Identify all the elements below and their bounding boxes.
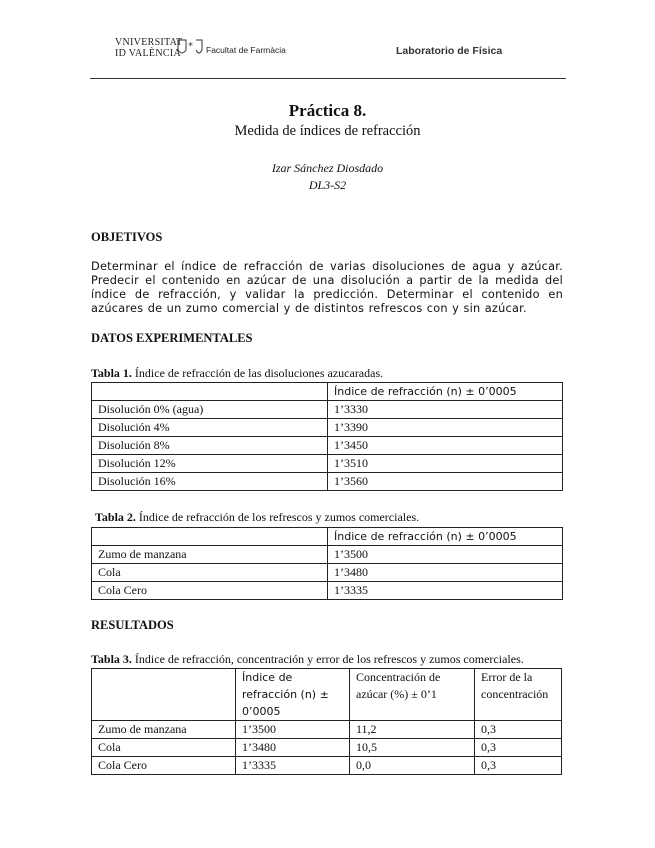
table-cell <box>92 669 236 721</box>
table-cell: Disolución 8% <box>92 437 328 455</box>
table-row <box>92 721 562 739</box>
table-cell: Cola Cero <box>92 582 328 600</box>
header-divider <box>90 78 566 79</box>
university-shield-icon <box>176 38 204 58</box>
tabla3-caption <box>91 652 524 667</box>
logo-line-2: ID VALÈNCIA <box>115 48 181 59</box>
resultados-heading: RESULTADOS <box>91 618 174 632</box>
table-row <box>92 401 563 419</box>
table-cell: Cola <box>92 739 236 757</box>
table-row <box>92 383 563 401</box>
table-header-cell: Índice de refracción (n) ± 0’0005 <box>328 383 563 401</box>
logo-line-1: VNIVERSITAT <box>115 37 183 48</box>
table-cell: 1’3330 <box>328 401 563 419</box>
faculty-name: Facultat de Farmàcia <box>206 45 286 55</box>
tabla1-caption <box>91 366 383 381</box>
table-cell: 1’3335 <box>236 757 350 775</box>
tabla2 <box>91 527 563 600</box>
table-cell: Disolución 0% (agua) <box>92 401 328 419</box>
header-e-line2: concentración <box>481 687 549 701</box>
table-row <box>92 564 563 582</box>
table-header-cell: Índice de refracción (n) ± 0’0005 <box>328 528 563 546</box>
table-row <box>92 473 563 491</box>
table-cell: 1’3500 <box>236 721 350 739</box>
tabla1 <box>91 382 563 491</box>
table-cell: 1’3390 <box>328 419 563 437</box>
tabla1-caption-text: Índice de refracción de las disoluciones azucaradas. <box>131 366 384 380</box>
page-subtitle: Medida de índices de refracción <box>234 123 421 139</box>
table-cell: 1’3560 <box>328 473 563 491</box>
objetivos-paragraph: Determinar el índice de refracción de varias disoluciones de agua y azúcar. Predecir el contenido en azúcar de una disolución a partir de la medida del índice de refracción, y validar la predicción. Determinar el contenido en azúcares de un zumo comercial y de distintos refrescos con y sin azúcar. <box>91 260 563 315</box>
table-row <box>92 437 563 455</box>
table-cell: 0,3 <box>475 739 562 757</box>
table-row <box>92 455 563 473</box>
table-row <box>92 546 563 564</box>
table-cell: Disolución 16% <box>92 473 328 491</box>
table-cell: 11,2 <box>350 721 475 739</box>
header-n-line3: 0’0005 <box>242 705 281 718</box>
page-title: Práctica 8. <box>288 101 367 120</box>
table-header-cell <box>236 669 350 721</box>
header-n-line1: Índice de <box>242 671 293 684</box>
table-cell: 0,3 <box>475 721 562 739</box>
svg-text:*: * <box>188 41 193 52</box>
author-name: Izar Sánchez Diosdado <box>271 161 384 175</box>
table-cell: 1’3500 <box>328 546 563 564</box>
lab-name: Laboratorio de Física <box>396 45 503 57</box>
table-row <box>92 739 562 757</box>
table-cell: 1’3480 <box>236 739 350 757</box>
header-n-line2: refracción (n) ± <box>242 688 329 701</box>
tabla3 <box>91 668 562 775</box>
tabla2-caption-label: Tabla 2. <box>95 510 136 524</box>
table-cell: Zumo de manzana <box>92 546 328 564</box>
table-cell <box>92 528 328 546</box>
tabla3-caption-label: Tabla 3. <box>91 652 132 666</box>
table-header-cell <box>475 669 562 721</box>
table-cell: 10,5 <box>350 739 475 757</box>
header-c-line2: azúcar (%) ± 0’1 <box>356 687 437 701</box>
objetivos-heading: OBJETIVOS <box>91 230 163 244</box>
tabla2-caption-text: Índice de refracción de los refrescos y zumos comerciales. <box>135 510 420 524</box>
tabla3-caption-text: Índice de refracción, concentración y error de los refrescos y zumos comerciales. <box>131 652 524 666</box>
tabla1-caption-label: Tabla 1. <box>91 366 132 380</box>
table-row <box>92 582 563 600</box>
table-cell: 1’3335 <box>328 582 563 600</box>
table-cell: Zumo de manzana <box>92 721 236 739</box>
tabla2-caption <box>95 510 419 525</box>
table-cell: 0,3 <box>475 757 562 775</box>
table-cell: Cola <box>92 564 328 582</box>
table-header-cell <box>350 669 475 721</box>
table-cell: 0,0 <box>350 757 475 775</box>
table-row <box>92 757 562 775</box>
header-e-line1: Error de la <box>481 670 533 684</box>
table-cell: 1’3510 <box>328 455 563 473</box>
table-cell: Cola Cero <box>92 757 236 775</box>
datos-heading: DATOS EXPERIMENTALES <box>91 331 253 345</box>
table-cell: Disolución 12% <box>92 455 328 473</box>
header-c-line1: Concentración de <box>356 670 441 684</box>
table-row <box>92 669 562 721</box>
university-logo-text <box>115 37 183 59</box>
table-row <box>92 528 563 546</box>
table-cell: 1’3480 <box>328 564 563 582</box>
group-code: DL3-S2 <box>308 178 347 192</box>
table-row <box>92 419 563 437</box>
table-cell: Disolución 4% <box>92 419 328 437</box>
table-cell: 1’3450 <box>328 437 563 455</box>
table-cell <box>92 383 328 401</box>
